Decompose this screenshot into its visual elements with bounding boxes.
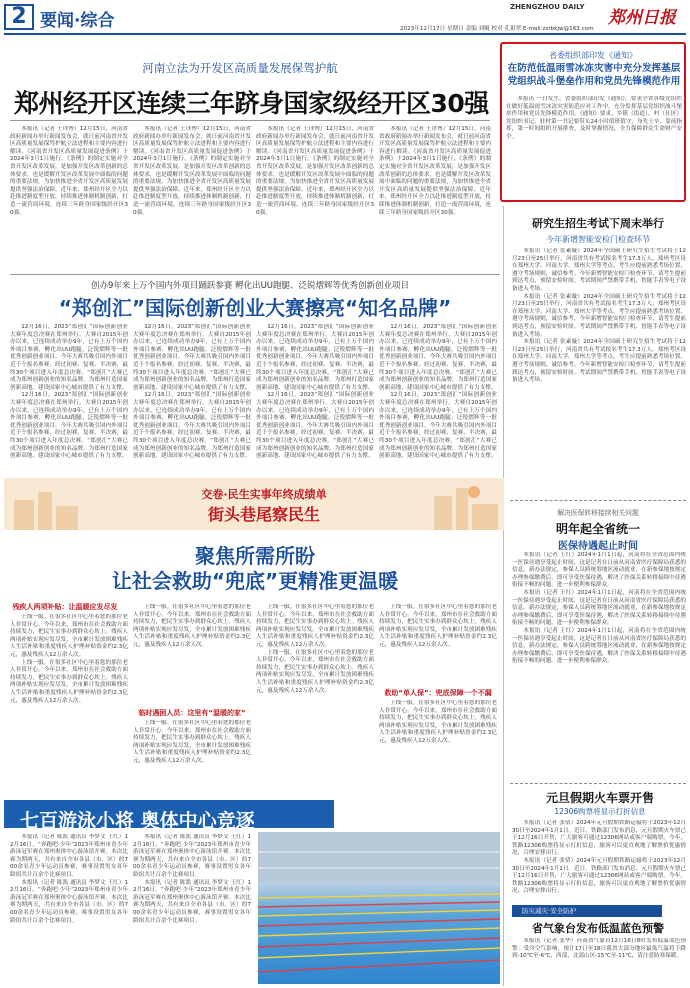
weather-headline: 省气象台发布低温蓝色预警 <box>532 922 664 935</box>
notice-headline: 在防范低温雨雪冰冻灾害中充分发挥基层党组织战斗堡垒作用和党员先锋模范作用 <box>507 63 681 87</box>
lead-body-col3: 本报讯（记者 王译博）12月15日，河南省政府新闻办举行新闻发布会，就日前河南省开发区高质量发展保驾护航立法进程和主要内容进行解读。《河南省开发区高质量发展促进条例》于2024年3月1日施行，《条例》的制定实施对全省开发区改革发展，是加强开发区改革创新的总体要求，也是缓解开发区改革发展中面临的问题的重要法规，为加快推进全省开发区高质量发展提供坚强法治保障。近年来，郑州经开区全力以赴推进制度型开放，持续推进体制机制创新，打造一流营商环境，连续三年跻身国家级经开区30强。 <box>256 126 374 216</box>
exam-headline: 研究生招生考试下周末举行 <box>532 217 664 230</box>
medical-headline-2: 医保待遇起止时间 <box>558 541 638 552</box>
notice-kicker: 省委组织部印发《通知》 <box>549 51 637 60</box>
lead-body-col1: 本报讯（记者 王译博）12月15日，河南省政府新闻办举行新闻发布会，就日前河南省开发区高质量发展保驾护航立法进程和主要内容进行解读。《河南省开发区高质量发展促进条例》于2024年3月1日施行，《条例》的制定实施对全省开发区改革发展，是加强开发区改革创新的总体要求，也是缓解开发区改革发展中面临的问题的重要法规，为加快推进全省开发区高质量发展提供坚强法治保障。近年来，郑州经开区全力以赴推进制度型开放，持续推进体制机制创新，打造一流营商环境，连续三年跻身国家级经开区30强。 <box>10 126 128 216</box>
exam-body: 本报讯（记者 张素璇）2024年全国硕士研究生招生考试将于12月23日至25日举行，河南省共有考试报名考生17.3万人。郑州考区设在郑州大学、河南大学、郑州大学等考点。考生应提前熟悉考场位置，遵守考场规则，诚信参考。今年新增智能安检门检查环节，请考生提前到达考点，预留安检时间。考试期间严禁携带手机、智能手表等电子设备进入考场。 本报讯（记者 张素璇）2024年全国硕士研究生招生考试将于12月23日至25日举行，河南省共有考试报名考生17.3万人。郑州考区设在郑州大学、河南大学、郑州大学等考点。考生应提前熟悉考场位置，遵守考场规则，诚信参考。今年新增智能安检门检查环节，请考生提前到达考点，预留安检时间。考试期间严禁携带手机、智能手表等电子设备进入考场。 本报讯（记者 张素璇）2024年全国硕士研究生招生考试将于12月23日至25日举行，河南省共有考试报名考生17.3万人。郑州考区设在郑州大学、河南大学、郑州大学等考点。考生应提前熟悉考场位置，遵守考场规则，诚信参考。今年新增智能安检门检查环节，请考生提前到达考点，预留安检时间。考试期间严禁携带手机、智能手表等电子设备进入考场。 <box>512 248 686 384</box>
mid-body-col2: 12月16日，2023“郑创汇”国际创新创业大赛年度总决赛在郑州举行。大赛自2015年创办以来，已连续成功举办9年，已有上万个国内外项目参赛，孵化出UU跑腿、泛锐熠辉等一批优秀创新创业项目。今年大赛共吸引国内外项目近千个报名参赛，经过初赛、复赛、半决赛，最终30个项目进入年度总决赛。“郑创汇”大赛已成为郑州创新创业的知名品牌，为郑州打造国家创新高地、建设国家中心城市提供了有力支撑。 12月16日，2023“郑创汇”国际创新创业大赛年度总决赛在郑州举行。大赛自2015年创办以来，已连续成功举办9年，已有上万个国内外项目参赛，孵化出UU跑腿、泛锐熠辉等一批优秀创新创业项目。今年大赛共吸引国内外项目近千个报名参赛，经过初赛、复赛、半决赛，最终30个项目进入年度总决赛。“郑创汇”大赛已成为郑州创新创业的知名品牌，为郑州打造国家创新高地、建设国家中心城市提供了有力支撑。 <box>133 324 251 460</box>
help-body-col4: 上线一服。在很多社区中心里着您的那位老人非常开心。今年以来，郑州市在社会救助方面持续发力，把民生实事办到群众心坎上。残疾人两项补贴实现应发尽发，全市累计发放困难残疾人生活补贴和重度残疾人护理补贴资金约2.3亿元，惠及残疾人12万余人次。 <box>379 604 497 648</box>
exam-subhead: 今年新增智能安检门检查环节 <box>546 235 650 244</box>
help-body-col2: 上线一服。在很多社区中心里着您的那位老人非常开心。今年以来，郑州市在社会救助方面持续发力，把民生实事办到群众心坎上。残疾人两项补贴实现应发尽发，全市累计发放困难残疾人生活补贴和重度残疾人护理补贴资金约2.3亿元，惠及残疾人12万余人次。 <box>133 604 251 648</box>
section-title: 要闻·综合 <box>40 11 115 31</box>
swim-body-col2: 本报讯（记者 陈凯 通讯员 李梦文 王红）12月16日，“奔跑吧·少年”2023年郑州市青少年游泳冠军赛在郑州奥体中心游泳馆开赛。本次比赛为期两天，共有来自全市各县（市、区）的700余名青少年运动员参赛，赛事设置男女各年龄组共计百余个比赛项目。 本报讯（记者 陈凯 通讯员 李梦文 王红）12月16日，“奔跑吧·少年”2023年郑州市青少年游泳冠军赛在郑州奥体中心游泳馆开赛。本次比赛为期两天，共有来自全市各县（市、区）的700余名青少年运动员参赛，赛事设置男女各年龄组共计百余个比赛项目。 <box>133 834 251 924</box>
lead-kicker: 河南立法为开发区高质量发展保驾护航 <box>142 61 338 75</box>
medical-body: 本报讯（记者 王红）2024年1月1日起，河南将在全省范围内统一医保待遇享受起止时间，这是记者在日前从河南省医疗保障局获悉的信息。新办法规定，参保人员跨统筹地区流动就业，在新参保地按规定办理参保缴费后，即可享受医保待遇，解决了医保关系转移接续中待遇衔接不畅的问题，进一步便利参保群众。 本报讯（记者 王红）2024年1月1日起，河南将在全省范围内统一医保待遇享受起止时间，这是记者在日前从河南省医疗保障局获悉的信息。新办法规定，参保人员跨统筹地区流动就业，在新参保地按规定办理参保缴费后，即可享受医保待遇，解决了医保关系转移接续中待遇衔接不畅的问题，进一步便利参保群众。 本报讯（记者 王红）2024年1月1日起，河南将在全省范围内统一医保待遇享受起止时间，这是记者在日前从河南省医疗保障局获悉的信息。新办法规定，参保人员跨统筹地区流动就业，在新参保地按规定办理参保缴费后，即可享受医保待遇，解决了医保关系转移接续中待遇衔接不畅的问题，进一步便利参保群众。 <box>512 552 686 665</box>
lead-body-col4: 本报讯（记者 王译博）12月15日，河南省政府新闻办举行新闻发布会，就日前河南省开发区高质量发展保驾护航立法进程和主要内容进行解读。《河南省开发区高质量发展促进条例》于2024年3月1日施行，《条例》的制定实施对全省开发区改革发展，是加强开发区改革创新的总体要求，也是缓解开发区改革发展中面临的问题的重要法规，为加快推进全省开发区高质量发展提供坚强法治保障。近年来，郑州经开区全力以赴推进制度型开放，持续推进体制机制创新，打造一流营商环境，连续三年跻身国家级经开区30强。 <box>379 126 491 216</box>
divider <box>510 783 686 784</box>
banner-title: 街头巷尾察民生 <box>207 505 320 524</box>
banner-kicker: 交卷·民生实事年终成绩单 <box>201 488 327 501</box>
column-rule <box>503 206 504 986</box>
mid-body-col1: 12月16日，2023“郑创汇”国际创新创业大赛年度总决赛在郑州举行。大赛自2015年创办以来，已连续成功举办9年，已有上万个国内外项目参赛，孵化出UU跑腿、泛锐熠辉等一批优秀创新创业项目。今年大赛共吸引国内外项目近千个报名参赛，经过初赛、复赛、半决赛，最终30个项目进入年度总决赛。“郑创汇”大赛已成为郑州创新创业的知名品牌，为郑州打造国家创新高地、建设国家中心城市提供了有力支撑。 12月16日，2023“郑创汇”国际创新创业大赛年度总决赛在郑州举行。大赛自2015年创办以来，已连续成功举办9年，已有上万个国内外项目参赛，孵化出UU跑腿、泛锐熠辉等一批优秀创新创业项目。今年大赛共吸引国内外项目近千个报名参赛，经过初赛、复赛、半决赛，最终30个项目进入年度总决赛。“郑创汇”大赛已成为郑州创新创业的知名品牌，为郑州打造国家创新高地、建设国家中心城市提供了有力支撑。 <box>10 324 128 460</box>
swim-body-col1: 本报讯（记者 陈凯 通讯员 李梦文 王红）12月16日，“奔跑吧·少年”2023年郑州市青少年游泳冠军赛在郑州奥体中心游泳馆开赛。本次比赛为期两天，共有来自全市各县（市、区）的700余名青少年运动员参赛，赛事设置男女各年龄组共计百余个比赛项目。 本报讯（记者 陈凯 通讯员 李梦文 王红）12月16日，“奔跑吧·少年”2023年郑州市青少年游泳冠军赛在郑州奥体中心游泳馆开赛。本次比赛为期两天，共有来自全市各县（市、区）的700余名青少年运动员参赛，赛事设置男女各年龄组共计百余个比赛项目。 <box>10 834 128 924</box>
help-subhead-1: 残疾人两项补贴：让温暖应发尽发 <box>12 603 118 611</box>
weather-body: 本报讯（记者 张华）河南省气象台12月16日8时发布低温蓝色预警：受冷空气影响，预计17日至18日我省大部分地区最低气温将下降到-10℃至-6℃，西部、北部山区-15℃至-11℃，请注意防寒保暖。 <box>512 938 686 960</box>
mid-body-col3: 12月16日，2023“郑创汇”国际创新创业大赛年度总决赛在郑州举行。大赛自2015年创办以来，已连续成功举办9年，已有上万个国内外项目参赛，孵化出UU跑腿、泛锐熠辉等一批优秀创新创业项目。今年大赛共吸引国内外项目近千个报名参赛，经过初赛、复赛、半决赛，最终30个项目进入年度总决赛。“郑创汇”大赛已成为郑州创新创业的知名品牌，为郑州打造国家创新高地、建设国家中心城市提供了有力支撑。 12月16日，2023“郑创汇”国际创新创业大赛年度总决赛在郑州举行。大赛自2015年创办以来，已连续成功举办9年，已有上万个国内外项目参赛，孵化出UU跑腿、泛锐熠辉等一批优秀创新创业项目。今年大赛共吸引国内外项目近千个报名参赛，经过初赛、复赛、半决赛，最终30个项目进入年度总决赛。“郑创汇”大赛已成为郑州创新创业的知名品牌，为郑州打造国家创新高地、建设国家中心城市提供了有力支撑。 <box>256 324 374 460</box>
medical-kicker: 解决医保转移接续相关问题 <box>557 509 639 517</box>
lead-body-col2: 本报讯（记者 王译博）12月15日，河南省政府新闻办举行新闻发布会，就日前河南省开发区高质量发展保驾护航立法进程和主要内容进行解读。《河南省开发区高质量发展促进条例》于2024年3月1日施行，《条例》的制定实施对全省开发区改革发展，是加强开发区改革创新的总体要求，也是缓解开发区改革发展中面临的问题的重要法规，为加快推进全省开发区高质量发展提供坚强法治保障。近年来，郑州经开区全力以赴推进制度型开放，持续推进体制机制创新，打造一流营商环境，连续三年跻身国家级经开区30强。 <box>133 126 251 216</box>
mid-rule <box>10 274 500 275</box>
help-body-col1: 上线一服。在很多社区中心里着您的那位老人非常开心。今年以来，郑州市在社会救助方面持续发力，把民生实事办到群众心坎上。残疾人两项补贴实现应发尽发，全市累计发放困难残疾人生活补贴和重度残疾人护理补贴资金约2.3亿元，惠及残疾人12万余人次。 上线一服。在很多社区中心里着您的那位老人非常开心。今年以来，郑州市在社会救助方面持续发力，把民生实事办到群众心坎上。残疾人两项补贴实现应发尽发，全市累计发放困难残疾人生活补贴和重度残疾人护理补贴资金约2.3亿元，惠及残疾人12万余人次。 <box>10 614 128 704</box>
help-headline-2: 让社会救助“兜底”更精准更温暖 <box>111 569 399 593</box>
page-number: 2 <box>4 4 34 30</box>
train-body: 本报讯（记者 张倩）2024年元旦假期铁路运输将于2023年12月30日至2024年1月1日。近日，铁路部门发布消息，元旦假期火车票已于12月16日开售，广大旅客可通过12306网站或客户端购票。今年，铁路12306购票将显示打折信息，旅客可以更直观地了解票价优惠情况，合理安排出行。 本报讯（记者 张倩）2024年元旦假期铁路运输将于2023年12月30日至2024年1月1日。近日，铁路部门发布消息，元旦假期火车票已于12月16日开售，广大旅客可通过12306网站或客户端购票。今年，铁路12306购票将显示打折信息，旅客可以更直观地了解票价优惠情况，合理安排出行。 <box>512 820 686 895</box>
lead-headline: 郑州经开区连续三年跻身国家级经开区30强 <box>14 89 489 118</box>
mid-body-col4: 12月16日，2023“郑创汇”国际创新创业大赛年度总决赛在郑州举行。大赛自2015年创办以来，已连续成功举办9年，已有上万个国内外项目参赛，孵化出UU跑腿、泛锐熠辉等一批优秀创新创业项目。今年大赛共吸引国内外项目近千个报名参赛，经过初赛、复赛、半决赛，最终30个项目进入年度总决赛。“郑创汇”大赛已成为郑州创新创业的知名品牌，为郑州打造国家创新高地、建设国家中心城市提供了有力支撑。 12月16日，2023“郑创汇”国际创新创业大赛年度总决赛在郑州举行。大赛自2015年创办以来，已连续成功举办9年，已有上万个国内外项目参赛，孵化出UU跑腿、泛锐熠辉等一批优秀创新创业项目。今年大赛共吸引国内外项目近千个报名参赛，经过初赛、复赛、半决赛，最终30个项目进入年度总决赛。“郑创汇”大赛已成为郑州创新创业的知名品牌，为郑州打造国家创新高地、建设国家中心城市提供了有力支撑。 <box>379 324 497 460</box>
divider <box>510 500 686 501</box>
help-body-col2b: 上线一服。在很多社区中心里着您的那位老人非常开心。今年以来，郑州市在社会救助方面持续发力，把民生实事办到群众心坎上。残疾人两项补贴实现应发尽发，全市累计发放困难残疾人生活补贴和重度残疾人护理补贴资金约2.3亿元，惠及残疾人12万余人次。 <box>133 720 251 764</box>
masthead-divider <box>4 33 686 35</box>
train-subhead: 12306购票将显示打折信息 <box>554 807 646 816</box>
help-subhead-3: 救助“单人保”：兜底保障一个不漏 <box>384 689 492 697</box>
mid-kicker: 创办9年来上万个国内外项目踊跃参赛 孵化出UU跑腿、泛锐熠辉等优秀创新创业项目 <box>90 281 410 291</box>
brand-english: ZHENGZHOU DAILY <box>510 3 585 11</box>
mid-headline: “郑创汇”国际创新创业大赛擦亮“知名品牌” <box>58 296 452 320</box>
swim-headline: 七百游泳小将 奥体中心竞逐 <box>20 810 255 832</box>
lead-rule <box>10 120 490 121</box>
medical-headline-1: 明年起全省统一 <box>555 522 640 536</box>
pool-lanes-graphic <box>258 832 500 984</box>
train-headline: 元旦假期火车票开售 <box>545 791 654 805</box>
notice-body: 本报讯 一日发生，省委组织部印发《通知》，要求全省各级党组织在做好低温雨雪冰冻灾害防范应对工作中，充分发挥基层党组织战斗堡垒作用和党员先锋模范作用。《通知》要求，乡镇（街道）、村（社区）党组织书记、驻村第一书记要带头24小时值班值守，身先士卒、靠前指挥，第一时间组织开展排查，及时掌握情况，全力保障群众生命财产安全。 <box>506 96 682 140</box>
help-body-col4b: 上线一服。在很多社区中心里着您的那位老人非常开心。今年以来，郑州市在社会救助方面持续发力，把民生实事办到群众心坎上。残疾人两项补贴实现应发尽发，全市累计发放困难残疾人生活补贴和重度残疾人护理补贴资金约2.3亿元，惠及残疾人12万余人次。 <box>379 700 497 744</box>
help-subhead-2: 临时遇困人员：这里有“温暖的家” <box>138 709 246 717</box>
help-body-col3: 上线一服。在很多社区中心里着您的那位老人非常开心。今年以来，郑州市在社会救助方面持续发力，把民生实事办到群众心坎上。残疾人两项补贴实现应发尽发，全市累计发放困难残疾人生活补贴和重度残疾人护理补贴资金约2.3亿元，惠及残疾人12万余人次。 上线一服。在很多社区中心里着您的那位老人非常开心。今年以来，郑州市在社会救助方面持续发力，把民生实事办到群众心坎上。残疾人两项补贴实现应发尽发，全市累计发放困难残疾人生活补贴和重度残疾人护理补贴资金约2.3亿元，惠及残疾人12万余人次。 <box>256 604 374 694</box>
masthead-info: 2023年12月17日 星期日 责编 刘鲲 校对 孔银翠 E-mail:zzrbkjw@163.com <box>400 26 594 32</box>
swimming-pool-photo <box>258 832 500 984</box>
help-headline-1: 聚焦所需所盼 <box>195 544 315 568</box>
weather-tag: 防灾减灾·安全防护 <box>512 905 662 917</box>
newspaper-logo: 郑州日报 <box>608 8 676 28</box>
